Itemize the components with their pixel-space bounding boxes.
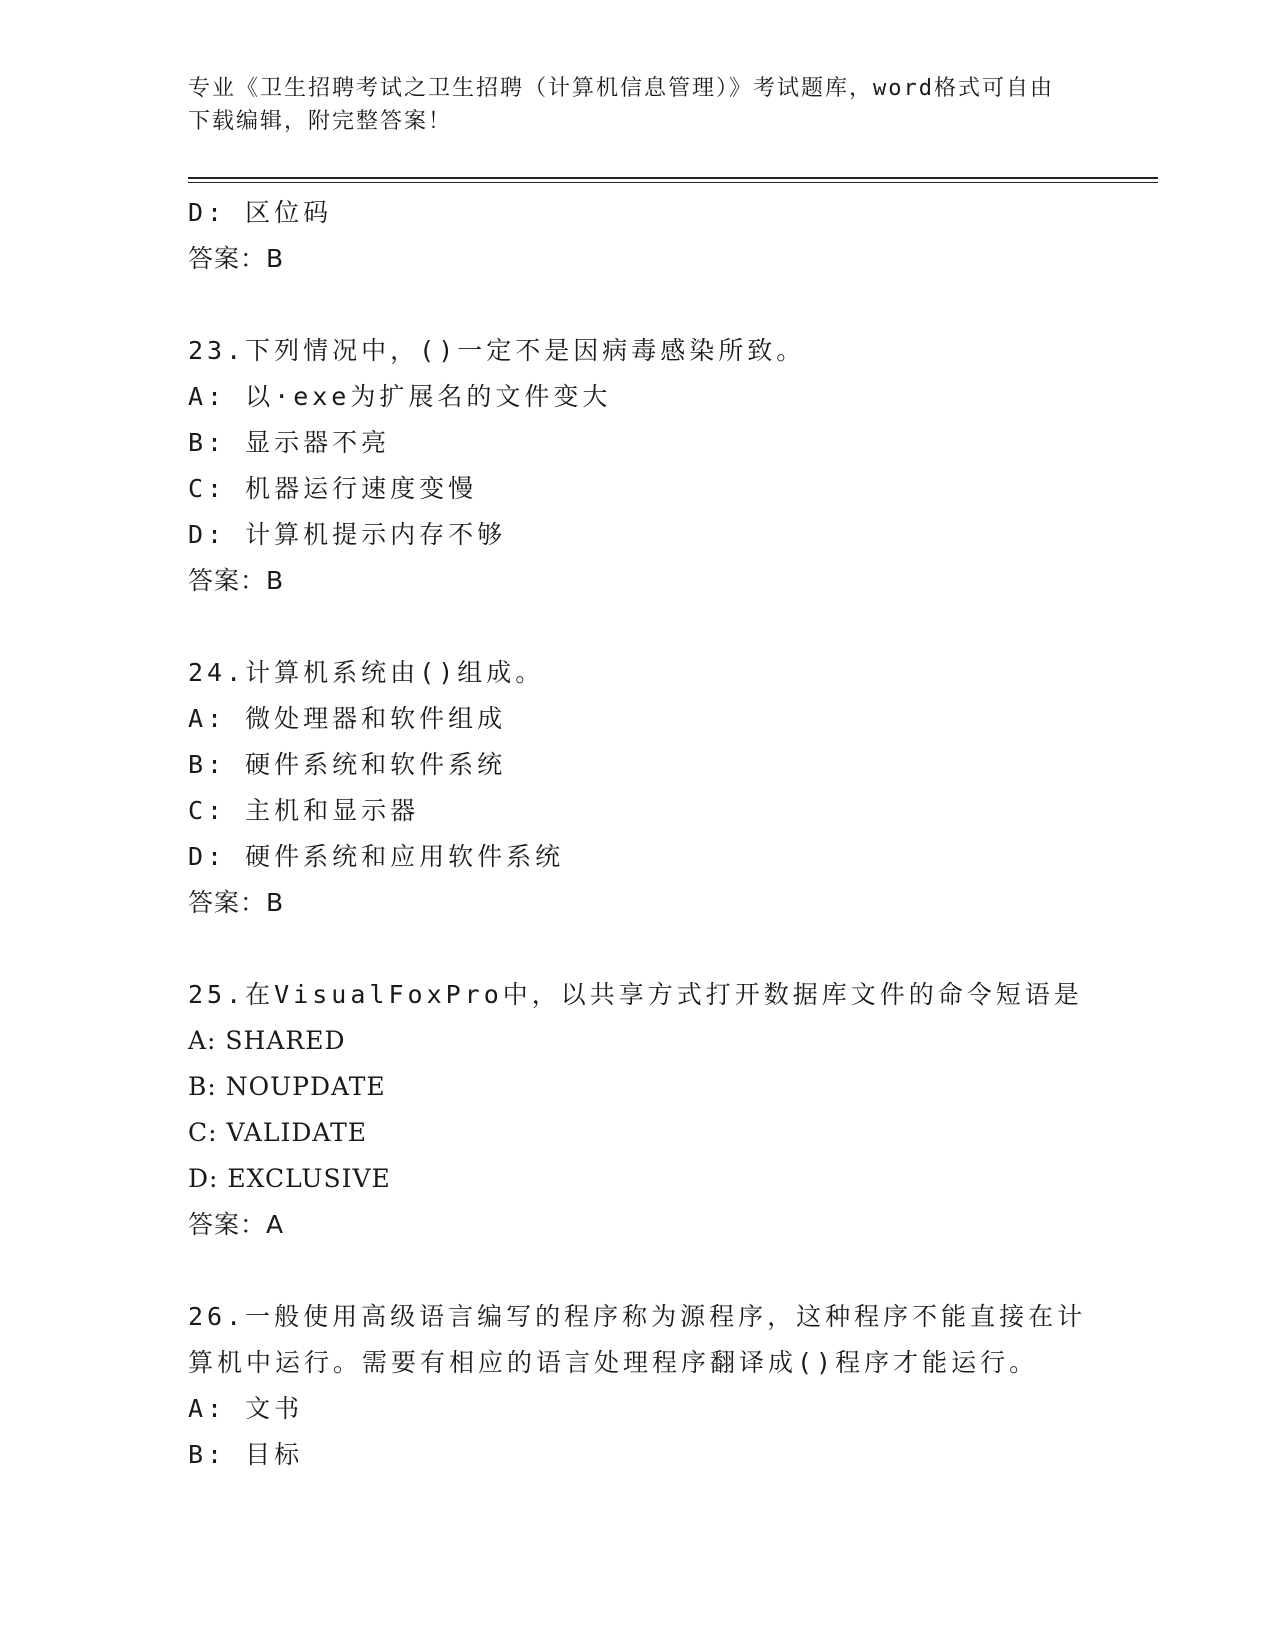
option-b: B: 显示器不亮 bbox=[188, 428, 391, 457]
question-stem: 24.计算机系统由()组成。 bbox=[188, 658, 545, 687]
option-a: A: 微处理器和软件组成 bbox=[188, 704, 507, 733]
document-header: 专业《卫生招聘考试之卫生招聘（计算机信息管理）》考试题库，word格式可自由下载编辑，附完整答案！ bbox=[188, 76, 1054, 134]
answer: 答案：B bbox=[188, 244, 285, 273]
answer: 答案：B bbox=[188, 888, 285, 917]
option-d: D: 计算机提示内存不够 bbox=[188, 520, 507, 549]
option-c: C: 机器运行速度变慢 bbox=[188, 474, 478, 503]
option-a: A: 文书 bbox=[188, 1394, 304, 1423]
header-divider-thin bbox=[188, 182, 1158, 183]
question-content bbox=[188, 190, 1088, 1478]
option-d: D: EXCLUSIVE bbox=[188, 1164, 391, 1193]
option-c: C: 主机和显示器 bbox=[188, 796, 420, 825]
question-stem: 23.下列情况中，()一定不是因病毒感染所致。 bbox=[188, 336, 806, 365]
option-d: D: 区位码 bbox=[188, 198, 333, 227]
question-stem: 25.在VisualFoxPro中，以共享方式打开数据库文件的命令短语是 bbox=[188, 980, 1083, 1009]
option-a: A: SHARED bbox=[188, 1026, 346, 1055]
option-d: D: 硬件系统和应用软件系统 bbox=[188, 842, 565, 871]
question-stem: 26.一般使用高级语言编写的程序称为源程序，这种程序不能直接在计算机中运行。需要有相应的语言处理程序翻译成()程序才能运行。 bbox=[188, 1302, 1087, 1377]
option-a: A: 以·exe为扩展名的文件变大 bbox=[188, 382, 612, 411]
answer: 答案：B bbox=[188, 566, 285, 595]
option-b: B: 硬件系统和软件系统 bbox=[188, 750, 507, 779]
header-divider bbox=[188, 177, 1158, 179]
option-b: B: 目标 bbox=[188, 1440, 304, 1469]
option-b: B: NOUPDATE bbox=[188, 1072, 386, 1101]
option-c: C: VALIDATE bbox=[188, 1118, 368, 1147]
answer: 答案：A bbox=[188, 1210, 285, 1239]
